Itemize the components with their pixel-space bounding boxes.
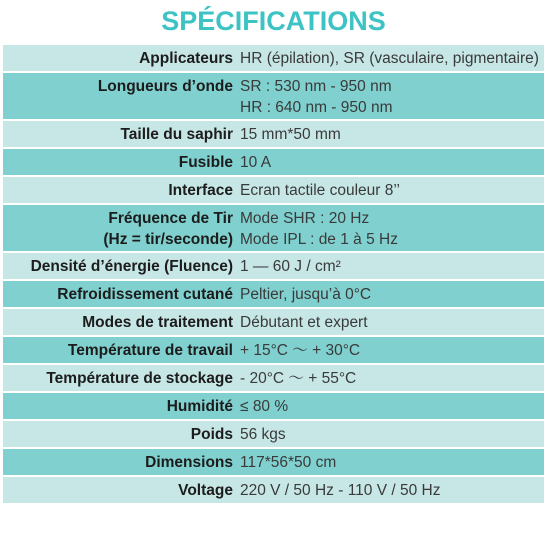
spec-value: 10 A	[240, 154, 272, 171]
spec-value: 15 mm*50 mm	[240, 126, 341, 143]
spec-value: + 15°C ～ + 30°C	[240, 342, 361, 359]
spec-value: HR (épilation), SR (vasculaire, pigmentaire)	[240, 50, 539, 67]
spec-label: Taille du saphir	[120, 126, 233, 143]
spec-row-fusible	[3, 147, 544, 175]
spec-row-densite-energie	[3, 251, 544, 279]
spec-label: Température de travail	[67, 342, 233, 359]
spec-value: - 20°C ～ + 55°C	[240, 370, 357, 387]
spec-row-humidite	[3, 391, 544, 419]
spec-label: Densité d’énergie (Fluence)	[30, 258, 233, 275]
spec-value: Ecran tactile couleur 8’’	[240, 182, 400, 199]
spec-label: Dimensions	[145, 454, 233, 471]
specifications-table	[3, 43, 544, 503]
spec-value: Mode SHR : 20 Hz Mode IPL : de 1 à 5 Hz	[240, 210, 398, 248]
spec-value: 220 V / 50 Hz - 110 V / 50 Hz	[240, 482, 441, 499]
spec-value: Débutant et expert	[240, 314, 368, 331]
spec-label: Température de stockage	[46, 370, 233, 387]
spec-row-refroidissement	[3, 279, 544, 307]
spec-label: Refroidissement cutané	[57, 286, 233, 303]
spec-row-applicateurs	[3, 43, 544, 71]
spec-row-temperature-stockage	[3, 363, 544, 391]
spec-row-temperature-travail	[3, 335, 544, 363]
spec-row-dimensions	[3, 447, 544, 475]
spec-value: 56 kgs	[240, 426, 286, 443]
spec-label: Applicateurs	[139, 50, 233, 67]
spec-value: 1 — 60 J / cm²	[240, 258, 341, 275]
spec-label: Humidité	[166, 398, 233, 415]
spec-row-longueurs-onde	[3, 71, 544, 119]
page-title: SPÉCIFICATIONS	[161, 6, 386, 36]
spec-row-modes-traitement	[3, 307, 544, 335]
spec-row-frequence-tir	[3, 203, 544, 251]
spec-label: Voltage	[178, 482, 233, 499]
spec-label: Fusible	[178, 154, 233, 171]
spec-row-interface	[3, 175, 544, 203]
spec-row-taille-saphir	[3, 119, 544, 147]
spec-value: Peltier, jusqu’à 0°C	[240, 286, 372, 303]
spec-label: Fréquence de Tir (Hz = tir/seconde)	[103, 210, 233, 248]
spec-value: SR : 530 nm - 950 nm HR : 640 nm - 950 nm	[240, 78, 393, 116]
spec-label: Modes de traitement	[82, 314, 233, 331]
spec-row-voltage	[3, 475, 544, 503]
spec-row-poids	[3, 419, 544, 447]
spec-label: Poids	[190, 426, 233, 443]
spec-value: 117*56*50 cm	[240, 454, 337, 471]
spec-label: Longueurs d’onde	[97, 78, 233, 95]
spec-value: ≤ 80 %	[240, 398, 289, 415]
spec-label: Interface	[168, 182, 233, 199]
